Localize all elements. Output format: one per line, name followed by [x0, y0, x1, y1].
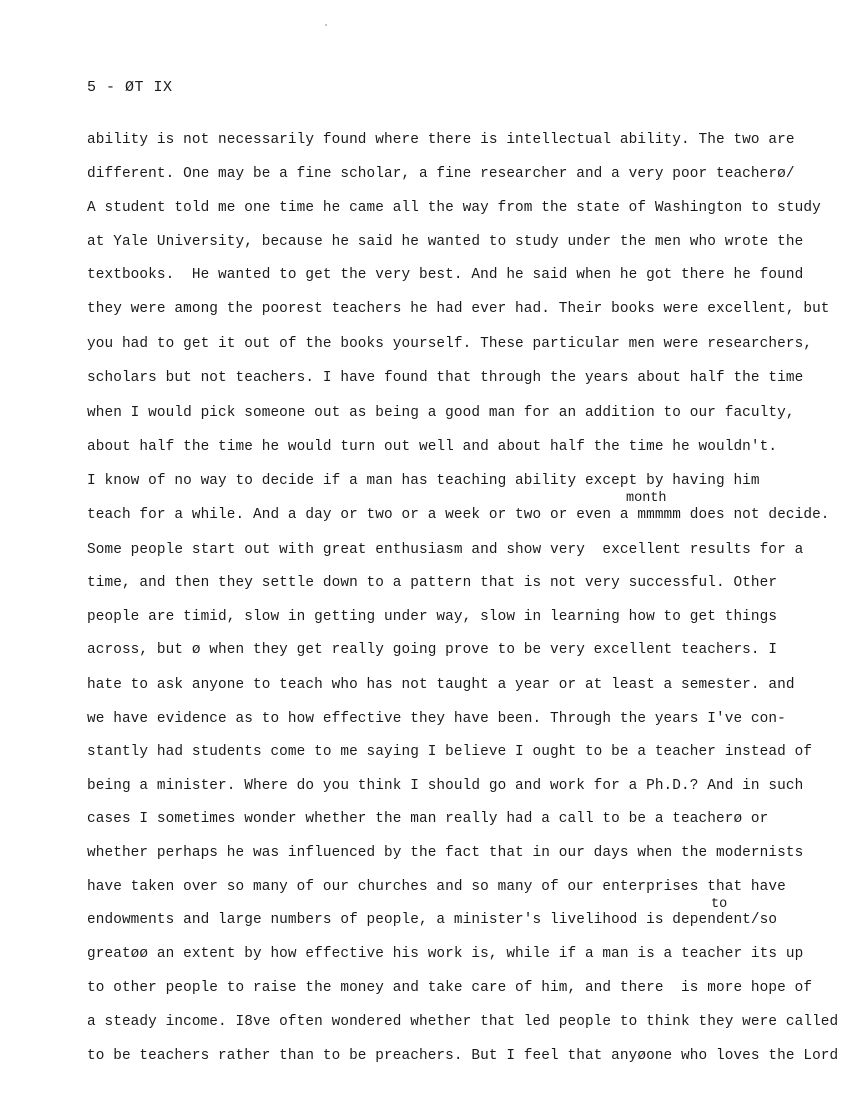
- text-line-12: teach for a while. And a day or two or a week or two or even a mmmmm does not decide.: [87, 507, 830, 523]
- text-line-9: when I would pick someone out as being a good man for an addition to our faculty,: [87, 405, 795, 421]
- text-line-3: A student told me one time he came all the way from the state of Washington to study: [87, 200, 821, 216]
- text-line-16: across, but ø when they get really going prove to be very excellent teachers. I: [87, 642, 778, 658]
- text-line-24: endowments and large numbers of people, a minister's livelihood is dependent/so: [87, 912, 778, 928]
- interlinear-insertion-to: to: [711, 897, 728, 912]
- text-line-17: hate to ask anyone to teach who has not taught a year or at least a semester. and: [87, 677, 795, 693]
- page-header: 5 - ØT IX: [87, 79, 173, 96]
- text-line-11: I know of no way to decide if a man has teaching ability except by having him: [87, 473, 760, 489]
- interlinear-insertion-month: month: [626, 491, 667, 506]
- text-line-15: people are timid, slow in getting under way, slow in learning how to get things: [87, 609, 778, 625]
- text-line-25: greatøø an extent by how effective his work is, while if a man is a teacher its up: [87, 946, 804, 962]
- text-line-1: ability is not necessarily found where there is intellectual ability. The two are: [87, 132, 795, 148]
- text-line-13: Some people start out with great enthusiasm and show very excellent results for a: [87, 542, 804, 558]
- text-line-27: a steady income. I8ve often wondered whether that led people to think they were called: [87, 1014, 839, 1030]
- text-line-5: textbooks. He wanted to get the very best. And he said when he got there he found: [87, 267, 804, 283]
- text-line-22: whether perhaps he was influenced by the fact that in our days when the modernists: [87, 845, 804, 861]
- text-line-10: about half the time he would turn out well and about half the time he wouldn't.: [87, 439, 778, 455]
- text-line-26: to other people to raise the money and take care of him, and there is more hope of: [87, 980, 813, 996]
- paper-speck: [325, 24, 327, 26]
- text-line-19: stantly had students come to me saying I believe I ought to be a teacher instead of: [87, 744, 813, 760]
- text-line-21: cases I sometimes wonder whether the man really had a call to be a teacherø or: [87, 811, 769, 827]
- text-line-6: they were among the poorest teachers he had ever had. Their books were excellent, but: [87, 301, 830, 317]
- text-line-7: you had to get it out of the books yourself. These particular men were researchers,: [87, 336, 813, 352]
- text-line-4: at Yale University, because he said he wanted to study under the men who wrote the: [87, 234, 804, 250]
- text-line-28: to be teachers rather than to be preachers. But I feel that anyøone who loves the Lord: [87, 1048, 839, 1064]
- text-line-14: time, and then they settle down to a pattern that is not very successful. Other: [87, 575, 778, 591]
- text-line-2: different. One may be a fine scholar, a fine researcher and a very poor teacherø/: [87, 166, 795, 182]
- text-line-23: have taken over so many of our churches and so many of our enterprises that have: [87, 879, 786, 895]
- text-line-18: we have evidence as to how effective they have been. Through the years I've con-: [87, 711, 786, 727]
- text-line-8: scholars but not teachers. I have found that through the years about half the time: [87, 370, 804, 386]
- text-line-20: being a minister. Where do you think I should go and work for a Ph.D.? And in such: [87, 778, 804, 794]
